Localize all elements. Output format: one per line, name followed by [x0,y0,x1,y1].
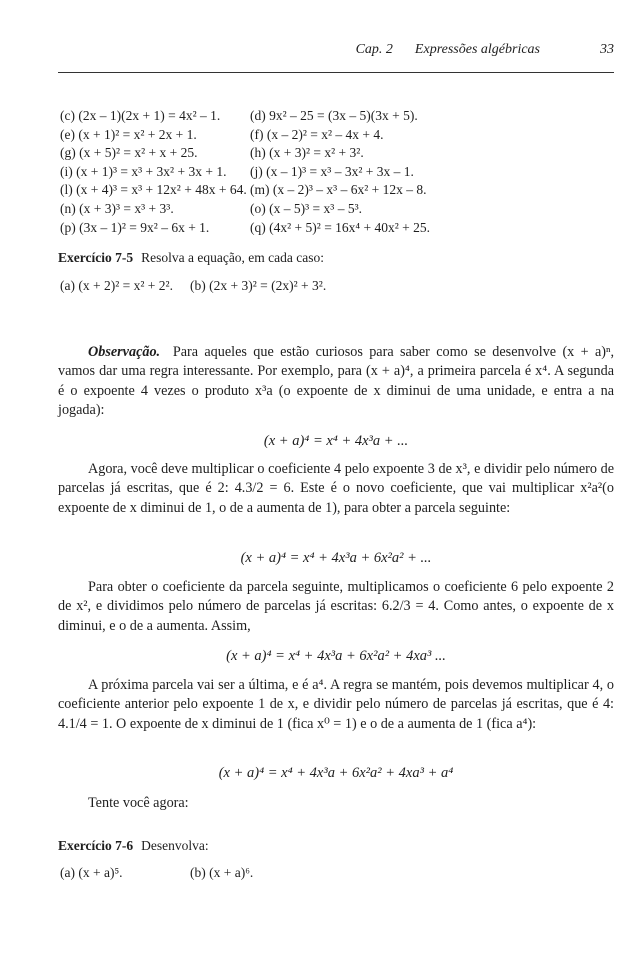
observation-paragraph-5: Tente você agora: [88,795,189,811]
exercise-7-5-a: (a) (x + 2)² = x² + 2². [60,278,173,293]
exercise-o: (o) (x – 5)³ = x³ – 5³. [250,200,362,216]
exercise-7-6-title [58,838,209,854]
exercise-7-5-label: Exercício 7-5 [58,250,134,265]
observation-paragraph-4: A próxima parcela vai ser a última, e é a⁴. A regra se mantém, pois devemos multiplicar 4, o coeficiente anterior pelo expoente 1 de x, e dividir pelo número de parcelas já escritas, que é 4: 4.1/4 = 1. O expoente de x diminui de 1 (fica x⁰ = 1) e o de a aumenta de 1 (fica a⁴): [58,677,614,732]
exercise-7-6-items [60,865,560,881]
page-number: 33 [600,42,614,57]
exercise-e: (e) (x + 1)² = x² + 2x + 1. [60,126,197,142]
exercise-list [60,107,620,237]
chapter-label: Cap. 2 [355,42,393,57]
page-header [58,42,614,58]
exercise-7-5-items [60,278,560,294]
observation-paragraph-1 [58,343,614,421]
equation-2: (x + a)⁴ = x⁴ + 4x³a + 6x²a² + ... [240,550,432,566]
exercise-q: (q) (4x² + 5)² = 16x⁴ + 40x² + 25. [250,219,431,235]
exercise-7-5-b: (b) (2x + 3)² = (2x)² + 3². [190,278,327,293]
exercise-f: (f) (x – 2)² = x² – 4x + 4. [250,126,384,142]
exercise-c: (c) (2x – 1)(2x + 1) = 4x² – 1. [60,108,221,123]
exercise-p: (p) (3x – 1)² = 9x² – 6x + 1. [60,219,210,235]
exercise-7-5-text: Resolva a equação, em cada caso: [141,250,325,265]
exercise-7-6-label: Exercício 7-6 [58,838,134,853]
observation-paragraph-3: Para obter o coeficiente da parcela seguinte, multiplicamos o coeficiente 6 pelo expoente 2 de x², e dividimos pelo número de parcelas já escritas: 6.2/3 = 4. Como antes, o expoente de x diminui, e o de a aumenta. Assim, [58,579,614,634]
observation-paragraph-2: Agora, você deve multiplicar o coeficiente 4 pelo expoente 3 de x³, e dividir pelo número de parcelas já escritas, que é 2: 4.3/2 = 6. Este é o novo coeficiente, que vai multiplicar x²a²(o expoente de x diminui de 1, o de a aumenta de 1), para obter a parcela seguinte: [58,461,614,516]
exercise-i: (i) (x + 1)³ = x³ + 3x² + 3x + 1. [60,163,227,179]
exercise-7-6-text: Desenvolva: [141,838,209,853]
equation-1: (x + a)⁴ = x⁴ + 4x³a + ... [263,433,409,449]
header-rule [58,72,614,73]
exercise-7-5-title [58,250,324,266]
equation-4: (x + a)⁴ = x⁴ + 4x³a + 6x²a² + 4xa³ + a⁴ [218,765,454,781]
observation-label: Observação. [88,344,161,360]
section-title: Expressões algébricas [414,42,540,57]
equation-3: (x + a)⁴ = x⁴ + 4x³a + 6x²a² + 4xa³ ... [226,648,446,664]
exercise-m: (m) (x – 2)³ – x³ – 6x² + 12x – 8. [250,182,427,198]
exercise-j: (j) (x – 1)³ = x³ – 3x² + 3x – 1. [250,163,414,179]
exercise-7-6-b: (b) (x + a)⁶. [190,865,254,880]
exercise-7-6-a: (a) (x + a)⁵. [60,865,123,880]
observation-text-1: Para aqueles que estão curiosos para saber como se desenvolve (x + a)ⁿ, vamos dar uma regra interessante. Por exemplo, para (x + a)⁴, a primeira parcela é x⁴. A segunda é o expoente 4 vezes o produto x³a (o expoente de x diminui de uma unidade, e entra a na jogada): [58,344,615,419]
exercise-d: (d) 9x² – 25 = (3x – 5)(3x + 5). [250,108,418,123]
exercise-n: (n) (x + 3)³ = x³ + 3³. [60,200,174,216]
exercise-l: (l) (x + 4)³ = x³ + 12x² + 48x + 64. [60,182,247,198]
exercise-h: (h) (x + 3)² = x² + 3². [250,145,364,161]
exercise-g: (g) (x + 5)² = x² + x + 25. [60,145,198,161]
